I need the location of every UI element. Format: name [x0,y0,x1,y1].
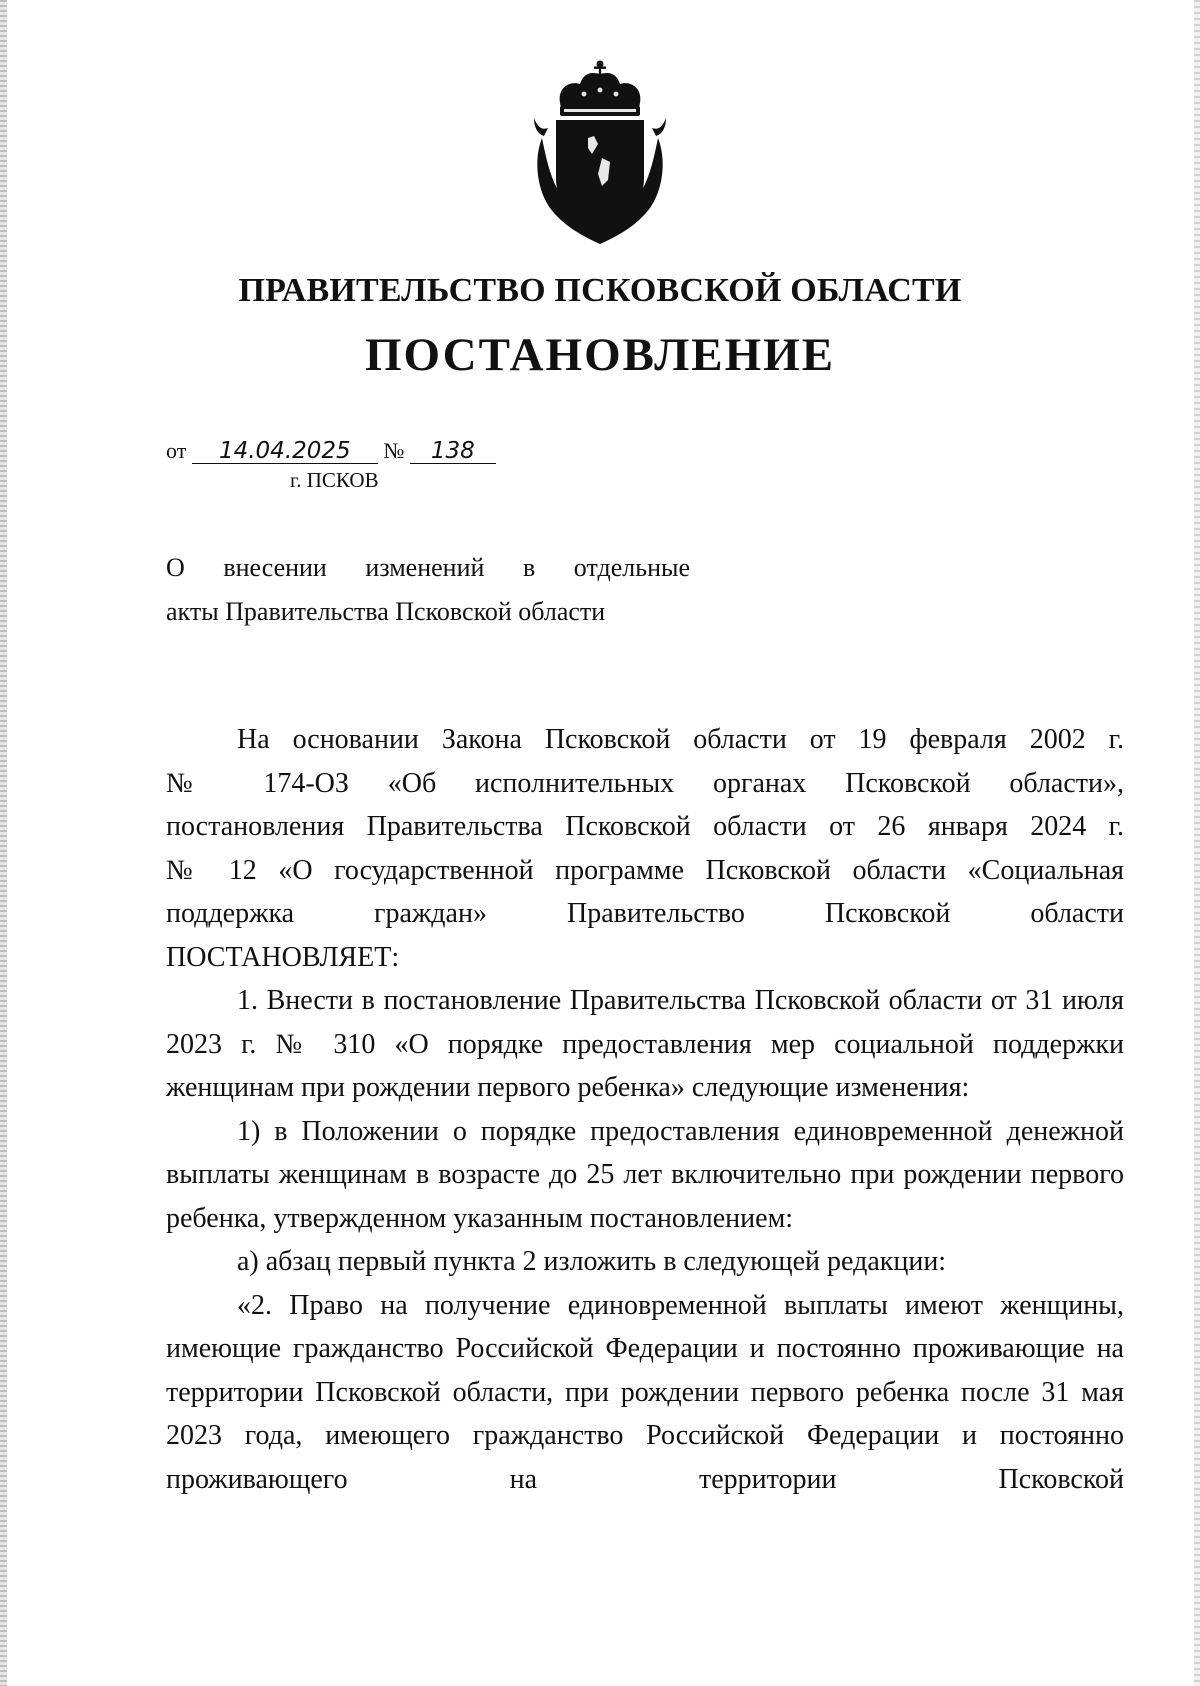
date-number-line [166,438,496,464]
subject-line-2: акты Правительства Псковской области [166,597,606,626]
scan-edge-left [0,0,7,1686]
body-paragraph-quote: «2. Право на получение единовременной выплаты имеют женщины, имеющие гражданство Российской Федерации и постоянно проживающие на территории Псковской области, при рождении первого ребенка после 31 мая 2023 года, имеющего гражданство Российской Федерации и постоянно проживающего на территории Псковской [166,1289,1124,1495]
body-paragraph-subitem-1: 1) в Положении о порядке предоставления единовременной денежной выплаты женщинам в возрасте до 25 лет включительно при рождении первого ребенка, утвержденном указанным постановлением: [166,1115,1124,1234]
subject-line-1: О внесении изменений в отдельные [166,553,690,582]
body-line: № 174-ОЗ «Об исполнительных органах Псковской области», [166,767,1124,799]
body-line: На основании Закона Псковской области от 19 февраля 2002 г. [237,724,1124,755]
document-type-title: ПОСТАНОВЛЕНИЕ [364,329,836,381]
document-date: 14.04.2025 [192,440,378,464]
body-paragraph-subitem-a: а) абзац первый пункта 2 изложить в следующей редакции: [237,1246,947,1277]
body-line: постановления Правительства Псковской области от 26 января 2024 г. [166,811,1124,842]
number-prefix: № [383,438,405,463]
document-number: 138 [410,440,496,464]
body-line: № 12 «О государственной программе Псковской области «Социальная [166,854,1124,886]
coat-of-arms-emblem [532,58,668,248]
document-subject [166,546,690,634]
document-city: г. ПСКОВ [290,468,379,492]
body-paragraph-1: 1. Внести в постановление Правительства Псковской области от 31 июля 2023 г. № 310 «О порядке предоставления мер социальной поддержки женщинам при рождении первого ребенка» следующие изменения: [166,985,1124,1103]
body-line: поддержка граждан» Правительство Псковской области [166,898,1124,929]
document-body [166,718,1124,1501]
authority-title: ПРАВИТЕЛЬСТВО ПСКОВСКОЙ ОБЛАСТИ [238,272,962,309]
scan-edge-right [1194,0,1200,1686]
date-prefix: от [166,438,187,463]
body-line-resolves: ПОСТАНОВЛЯЕТ: [166,941,400,973]
